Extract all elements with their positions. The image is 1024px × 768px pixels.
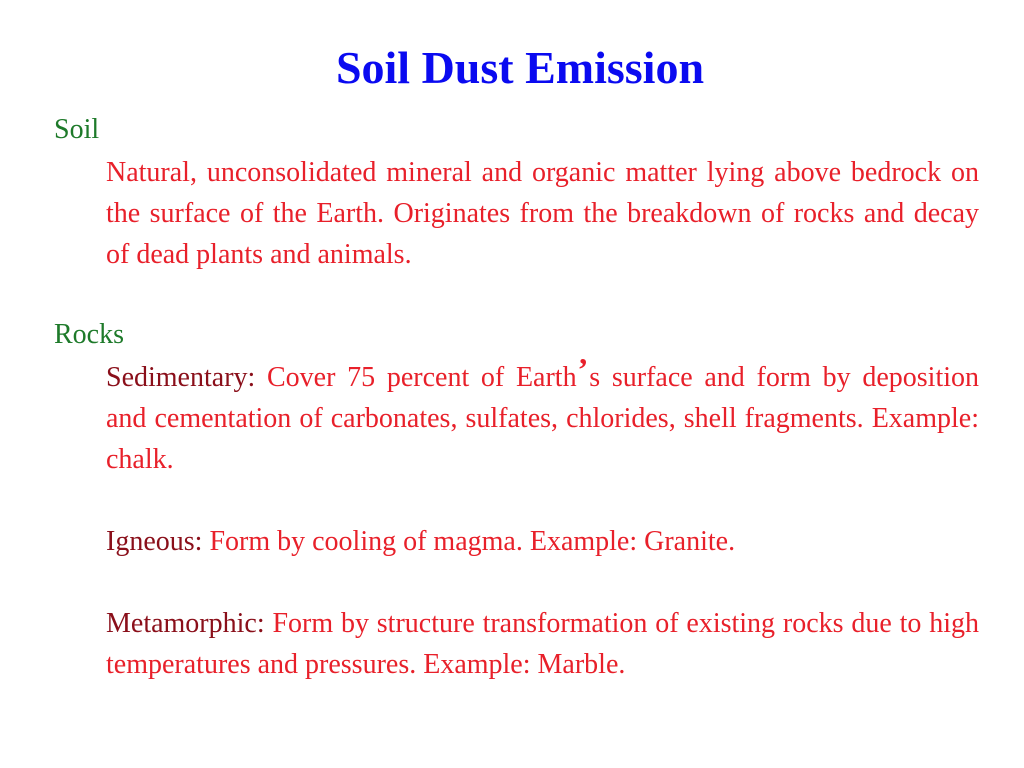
sedimentary-text-start: Cover 75 percent of Earth (267, 362, 577, 393)
igneous-term: Igneous: (106, 526, 203, 557)
apostrophe-mark: ’ (577, 351, 589, 387)
igneous-paragraph (106, 521, 979, 562)
soil-definition: Natural, unconsolidated mineral and organic matter lying above bedrock on the surface of the Earth. Originates from the breakdown of rocks and decay of dead plants and animals. (106, 157, 979, 270)
sedimentary-paragraph (106, 351, 980, 480)
soil-heading: Soil (54, 114, 100, 145)
igneous-text: Form by cooling of magma. Example: Granite. (209, 526, 736, 557)
sedimentary-text-end: s surface and form by deposition and cementation of carbonates, sulfates, chlorides, shell fragments. Example: chalk. (106, 362, 980, 475)
rocks-heading: Rocks (54, 319, 124, 350)
sedimentary-term: Sedimentary: (106, 362, 256, 393)
metamorphic-term: Metamorphic: (106, 608, 265, 639)
metamorphic-paragraph (106, 603, 979, 685)
metamorphic-text: Form by structure transformation of existing rocks due to high temperatures and pressures. Example: Marble. (106, 608, 979, 680)
slide-title: Soil Dust Emission (335, 42, 705, 93)
